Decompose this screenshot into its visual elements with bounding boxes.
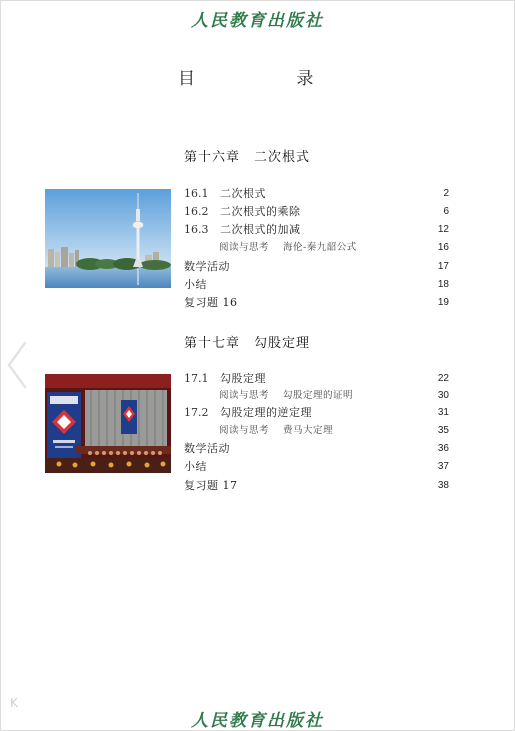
toc-entry-review-16[interactable]: 复习题 16 19 — [184, 296, 449, 309]
toc-entry-16-1[interactable]: 16.1 二次根式 2 — [184, 187, 449, 200]
toc-entry-reading-heron[interactable]: 阅读与思考 海伦-秦九韶公式 16 — [219, 239, 449, 256]
toc-entry-17-2[interactable]: 17.2 勾股定理的逆定理 31 — [184, 406, 449, 419]
tv-tower-photo — [45, 189, 171, 288]
page-number: 18 — [437, 279, 449, 290]
page-number: 38 — [437, 480, 449, 491]
chapter-number: 第十七章 — [184, 336, 241, 351]
page-number: 30 — [437, 390, 449, 401]
page-title: 目 录 — [178, 69, 362, 89]
page-number: 2 — [443, 188, 449, 199]
chapter-name: 勾股定理 — [254, 336, 311, 351]
page-number: 31 — [437, 407, 449, 418]
chapter-number: 第十六章 — [184, 150, 241, 165]
toc-entry-math-activity-17[interactable]: 数学活动 36 — [184, 442, 449, 455]
chevron-left-icon[interactable] — [6, 340, 28, 390]
math-congress-photo — [45, 374, 171, 473]
toc-entry-summary-17[interactable]: 小结 37 — [184, 460, 449, 473]
page-number: 35 — [437, 425, 449, 436]
chapter-name: 二次根式 — [254, 150, 311, 165]
toc-entry-reading-fermat[interactable]: 阅读与思考 费马大定理 35 — [219, 422, 449, 439]
toc-entry-math-activity-16[interactable]: 数学活动 17 — [184, 260, 449, 273]
publisher-logo-top: 人民教育出版社 — [191, 11, 324, 31]
page-number: 37 — [437, 461, 449, 472]
publisher-logo-bottom: 人民教育出版社 — [191, 711, 324, 731]
toc-entry-16-2[interactable]: 16.2 二次根式的乘除 6 — [184, 205, 449, 218]
kindle-k-icon: K — [10, 696, 18, 710]
toc-entry-review-17[interactable]: 复习题 17 38 — [184, 479, 449, 492]
page-number: 16 — [437, 242, 449, 253]
chapter-16-heading[interactable] — [184, 146, 310, 165]
page-number: 22 — [437, 373, 449, 384]
toc-entry-summary-16[interactable]: 小结 18 — [184, 278, 449, 291]
toc-entry-reading-pythagoras-proof[interactable]: 阅读与思考 勾股定理的证明 30 — [219, 387, 449, 404]
toc-entry-16-3[interactable]: 16.3 二次根式的加减 12 — [184, 223, 449, 236]
toc-entry-17-1[interactable]: 17.1 勾股定理 22 — [184, 372, 449, 385]
page-number: 36 — [437, 443, 449, 454]
page-number: 6 — [443, 206, 449, 217]
page-number: 19 — [437, 297, 449, 308]
page-number: 12 — [437, 224, 449, 235]
page-number: 17 — [437, 261, 449, 272]
chapter-17-heading[interactable] — [184, 332, 310, 351]
